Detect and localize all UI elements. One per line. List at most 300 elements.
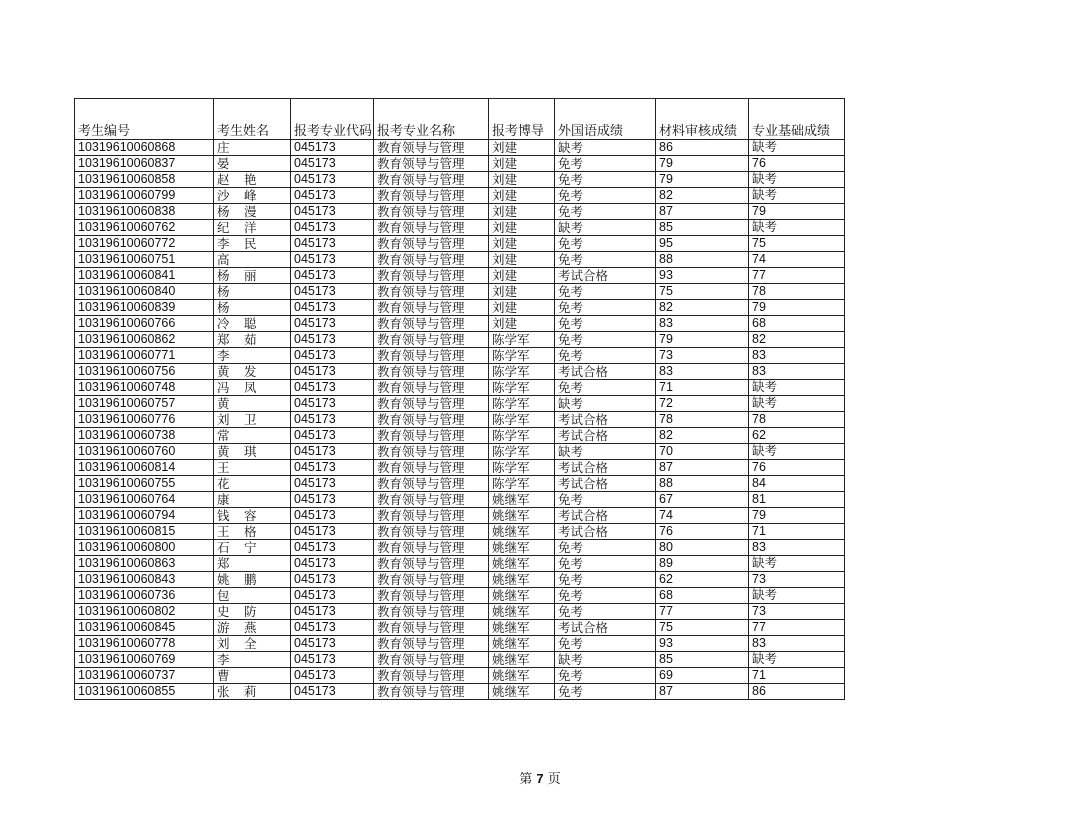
student-name-cell: 高: [214, 252, 291, 268]
table-row: [75, 556, 845, 572]
major-basic-score-cell: 79: [749, 300, 845, 316]
major-code-cell: 045173: [291, 188, 374, 204]
foreign-language-score-cell: 免考: [555, 236, 656, 252]
foreign-language-score-cell: 考试合格: [555, 460, 656, 476]
table-row: [75, 284, 845, 300]
major-code-cell: 045173: [291, 252, 374, 268]
student-name-cell: 赵 艳: [214, 172, 291, 188]
student-name-cell: 游 燕: [214, 620, 291, 636]
major-basic-score-cell: 82: [749, 332, 845, 348]
material-review-score-cell: 73: [656, 348, 749, 364]
student-name-cell: 包: [214, 588, 291, 604]
major-basic-score-cell: 83: [749, 348, 845, 364]
major-basic-score-cell: 77: [749, 268, 845, 284]
table-row: [75, 300, 845, 316]
student-id-cell: 10319610060838: [75, 204, 214, 220]
major-basic-score-cell: 缺考: [749, 172, 845, 188]
table-row: [75, 364, 845, 380]
material-review-score-cell: 80: [656, 540, 749, 556]
student-id-cell: 10319610060738: [75, 428, 214, 444]
major-code-cell: 045173: [291, 508, 374, 524]
student-name-cell: 史 防: [214, 604, 291, 620]
student-id-cell: 10319610060766: [75, 316, 214, 332]
header-cell: 报考专业名称: [374, 99, 489, 140]
foreign-language-score-cell: 免考: [555, 252, 656, 268]
foreign-language-score-cell: 考试合格: [555, 508, 656, 524]
header-cell: 报考博导: [489, 99, 555, 140]
major-name-cell: 教育领导与管理: [374, 172, 489, 188]
advisor-cell: 姚继军: [489, 540, 555, 556]
student-name-cell: 杨 漫: [214, 204, 291, 220]
foreign-language-score-cell: 考试合格: [555, 428, 656, 444]
material-review-score-cell: 86: [656, 140, 749, 156]
major-code-cell: 045173: [291, 668, 374, 684]
student-name-cell: 花: [214, 476, 291, 492]
table-row: [75, 172, 845, 188]
material-review-score-cell: 82: [656, 428, 749, 444]
advisor-cell: 刘建: [489, 316, 555, 332]
advisor-cell: 刘建: [489, 300, 555, 316]
table-row: [75, 412, 845, 428]
material-review-score-cell: 79: [656, 332, 749, 348]
advisor-cell: 姚继军: [489, 684, 555, 700]
student-name-cell: 冷 聪: [214, 316, 291, 332]
advisor-cell: 刘建: [489, 204, 555, 220]
major-code-cell: 045173: [291, 220, 374, 236]
advisor-cell: 陈学军: [489, 444, 555, 460]
student-id-cell: 10319610060764: [75, 492, 214, 508]
student-id-cell: 10319610060771: [75, 348, 214, 364]
major-basic-score-cell: 缺考: [749, 588, 845, 604]
major-basic-score-cell: 83: [749, 540, 845, 556]
student-name-cell: 晏: [214, 156, 291, 172]
header-cell: 材料审核成绩: [656, 99, 749, 140]
table-row: [75, 444, 845, 460]
advisor-cell: 陈学军: [489, 332, 555, 348]
advisor-cell: 刘建: [489, 252, 555, 268]
major-basic-score-cell: 71: [749, 668, 845, 684]
student-id-cell: 10319610060769: [75, 652, 214, 668]
major-code-cell: 045173: [291, 588, 374, 604]
student-id-cell: 10319610060845: [75, 620, 214, 636]
header-cell: 考生姓名: [214, 99, 291, 140]
student-id-cell: 10319610060776: [75, 412, 214, 428]
major-code-cell: 045173: [291, 492, 374, 508]
major-code-cell: 045173: [291, 172, 374, 188]
foreign-language-score-cell: 免考: [555, 684, 656, 700]
header-cell: 报考专业代码: [291, 99, 374, 140]
major-basic-score-cell: 缺考: [749, 556, 845, 572]
student-name-cell: 刘 卫: [214, 412, 291, 428]
major-name-cell: 教育领导与管理: [374, 524, 489, 540]
major-code-cell: 045173: [291, 140, 374, 156]
major-basic-score-cell: 86: [749, 684, 845, 700]
material-review-score-cell: 88: [656, 476, 749, 492]
material-review-score-cell: 62: [656, 572, 749, 588]
student-id-cell: 10319610060799: [75, 188, 214, 204]
student-id-cell: 10319610060755: [75, 476, 214, 492]
major-basic-score-cell: 75: [749, 236, 845, 252]
advisor-cell: 陈学军: [489, 364, 555, 380]
student-id-cell: 10319610060862: [75, 332, 214, 348]
header-cell: 专业基础成绩: [749, 99, 845, 140]
material-review-score-cell: 88: [656, 252, 749, 268]
material-review-score-cell: 82: [656, 300, 749, 316]
foreign-language-score-cell: 免考: [555, 204, 656, 220]
foreign-language-score-cell: 免考: [555, 492, 656, 508]
material-review-score-cell: 87: [656, 460, 749, 476]
major-name-cell: 教育领导与管理: [374, 316, 489, 332]
major-name-cell: 教育领导与管理: [374, 476, 489, 492]
major-code-cell: 045173: [291, 364, 374, 380]
table-row: [75, 380, 845, 396]
student-name-cell: 杨: [214, 300, 291, 316]
major-basic-score-cell: 缺考: [749, 188, 845, 204]
major-name-cell: 教育领导与管理: [374, 204, 489, 220]
page-footer: [0, 768, 1080, 787]
table-row: [75, 588, 845, 604]
advisor-cell: 陈学军: [489, 380, 555, 396]
major-name-cell: 教育领导与管理: [374, 252, 489, 268]
student-id-cell: 10319610060756: [75, 364, 214, 380]
student-id-cell: 10319610060843: [75, 572, 214, 588]
material-review-score-cell: 67: [656, 492, 749, 508]
advisor-cell: 姚继军: [489, 620, 555, 636]
major-basic-score-cell: 缺考: [749, 220, 845, 236]
material-review-score-cell: 79: [656, 156, 749, 172]
foreign-language-score-cell: 考试合格: [555, 476, 656, 492]
material-review-score-cell: 87: [656, 684, 749, 700]
foreign-language-score-cell: 缺考: [555, 140, 656, 156]
foreign-language-score-cell: 考试合格: [555, 620, 656, 636]
major-name-cell: 教育领导与管理: [374, 300, 489, 316]
material-review-score-cell: 85: [656, 652, 749, 668]
advisor-cell: 陈学军: [489, 476, 555, 492]
table-row: [75, 156, 845, 172]
major-code-cell: 045173: [291, 604, 374, 620]
table-row: [75, 220, 845, 236]
foreign-language-score-cell: 免考: [555, 332, 656, 348]
student-id-cell: 10319610060841: [75, 268, 214, 284]
major-code-cell: 045173: [291, 348, 374, 364]
student-id-cell: 10319610060736: [75, 588, 214, 604]
major-name-cell: 教育领导与管理: [374, 460, 489, 476]
student-id-cell: 10319610060814: [75, 460, 214, 476]
advisor-cell: 刘建: [489, 188, 555, 204]
student-id-cell: 10319610060794: [75, 508, 214, 524]
student-name-cell: 王 格: [214, 524, 291, 540]
advisor-cell: 姚继军: [489, 652, 555, 668]
major-basic-score-cell: 76: [749, 460, 845, 476]
header-row: [75, 99, 845, 140]
major-name-cell: 教育领导与管理: [374, 188, 489, 204]
advisor-cell: 刘建: [489, 172, 555, 188]
material-review-score-cell: 71: [656, 380, 749, 396]
foreign-language-score-cell: 免考: [555, 668, 656, 684]
material-review-score-cell: 83: [656, 364, 749, 380]
major-name-cell: 教育领导与管理: [374, 556, 489, 572]
advisor-cell: 刘建: [489, 140, 555, 156]
table-row: [75, 652, 845, 668]
material-review-score-cell: 75: [656, 284, 749, 300]
major-name-cell: 教育领导与管理: [374, 156, 489, 172]
major-basic-score-cell: 79: [749, 508, 845, 524]
student-name-cell: 张 莉: [214, 684, 291, 700]
foreign-language-score-cell: 免考: [555, 556, 656, 572]
student-name-cell: 李 民: [214, 236, 291, 252]
table-row: [75, 268, 845, 284]
advisor-cell: 姚继军: [489, 668, 555, 684]
student-id-cell: 10319610060855: [75, 684, 214, 700]
material-review-score-cell: 70: [656, 444, 749, 460]
student-id-cell: 10319610060863: [75, 556, 214, 572]
major-code-cell: 045173: [291, 444, 374, 460]
advisor-cell: 刘建: [489, 220, 555, 236]
major-code-cell: 045173: [291, 204, 374, 220]
foreign-language-score-cell: 考试合格: [555, 412, 656, 428]
major-basic-score-cell: 缺考: [749, 396, 845, 412]
advisor-cell: 姚继军: [489, 588, 555, 604]
major-basic-score-cell: 缺考: [749, 380, 845, 396]
material-review-score-cell: 69: [656, 668, 749, 684]
major-code-cell: 045173: [291, 380, 374, 396]
advisor-cell: 刘建: [489, 284, 555, 300]
student-name-cell: 李: [214, 348, 291, 364]
major-basic-score-cell: 71: [749, 524, 845, 540]
major-basic-score-cell: 81: [749, 492, 845, 508]
major-basic-score-cell: 79: [749, 204, 845, 220]
major-basic-score-cell: 78: [749, 284, 845, 300]
major-code-cell: 045173: [291, 460, 374, 476]
student-name-cell: 黄 琪: [214, 444, 291, 460]
major-name-cell: 教育领导与管理: [374, 396, 489, 412]
major-basic-score-cell: 73: [749, 604, 845, 620]
major-code-cell: 045173: [291, 396, 374, 412]
major-code-cell: 045173: [291, 476, 374, 492]
table-row: [75, 236, 845, 252]
foreign-language-score-cell: 免考: [555, 636, 656, 652]
student-id-cell: 10319610060800: [75, 540, 214, 556]
major-basic-score-cell: 缺考: [749, 652, 845, 668]
advisor-cell: 姚继军: [489, 636, 555, 652]
score-table: [74, 98, 845, 700]
table-row: [75, 684, 845, 700]
major-code-cell: 045173: [291, 316, 374, 332]
table-row: [75, 636, 845, 652]
advisor-cell: 姚继军: [489, 572, 555, 588]
table-row: [75, 140, 845, 156]
student-id-cell: 10319610060858: [75, 172, 214, 188]
table-body: [75, 140, 845, 700]
foreign-language-score-cell: 免考: [555, 380, 656, 396]
major-name-cell: 教育领导与管理: [374, 636, 489, 652]
foreign-language-score-cell: 缺考: [555, 396, 656, 412]
foreign-language-score-cell: 免考: [555, 156, 656, 172]
student-name-cell: 刘 全: [214, 636, 291, 652]
major-code-cell: 045173: [291, 332, 374, 348]
advisor-cell: 姚继军: [489, 604, 555, 620]
student-name-cell: 姚 鹏: [214, 572, 291, 588]
advisor-cell: 刘建: [489, 268, 555, 284]
material-review-score-cell: 76: [656, 524, 749, 540]
major-name-cell: 教育领导与管理: [374, 332, 489, 348]
major-basic-score-cell: 缺考: [749, 140, 845, 156]
major-name-cell: 教育领导与管理: [374, 412, 489, 428]
major-basic-score-cell: 78: [749, 412, 845, 428]
major-name-cell: 教育领导与管理: [374, 428, 489, 444]
major-code-cell: 045173: [291, 652, 374, 668]
header-cell: 考生编号: [75, 99, 214, 140]
student-name-cell: 石 宁: [214, 540, 291, 556]
major-code-cell: 045173: [291, 620, 374, 636]
foreign-language-score-cell: 免考: [555, 348, 656, 364]
student-id-cell: 10319610060868: [75, 140, 214, 156]
advisor-cell: 刘建: [489, 236, 555, 252]
page-number: 7: [536, 771, 544, 786]
student-id-cell: 10319610060815: [75, 524, 214, 540]
foreign-language-score-cell: 免考: [555, 188, 656, 204]
major-name-cell: 教育领导与管理: [374, 284, 489, 300]
foreign-language-score-cell: 缺考: [555, 444, 656, 460]
student-name-cell: 黄: [214, 396, 291, 412]
material-review-score-cell: 78: [656, 412, 749, 428]
major-code-cell: 045173: [291, 268, 374, 284]
major-basic-score-cell: 62: [749, 428, 845, 444]
table-row: [75, 188, 845, 204]
table-row: [75, 204, 845, 220]
student-id-cell: 10319610060772: [75, 236, 214, 252]
advisor-cell: 姚继军: [489, 508, 555, 524]
major-code-cell: 045173: [291, 524, 374, 540]
student-name-cell: 钱 容: [214, 508, 291, 524]
material-review-score-cell: 89: [656, 556, 749, 572]
student-name-cell: 常: [214, 428, 291, 444]
advisor-cell: 姚继军: [489, 492, 555, 508]
foreign-language-score-cell: 免考: [555, 540, 656, 556]
table-row: [75, 428, 845, 444]
major-name-cell: 教育领导与管理: [374, 380, 489, 396]
material-review-score-cell: 72: [656, 396, 749, 412]
major-name-cell: 教育领导与管理: [374, 268, 489, 284]
student-name-cell: 杨: [214, 284, 291, 300]
material-review-score-cell: 68: [656, 588, 749, 604]
student-id-cell: 10319610060837: [75, 156, 214, 172]
student-name-cell: 冯 凤: [214, 380, 291, 396]
student-name-cell: 黄 发: [214, 364, 291, 380]
student-id-cell: 10319610060757: [75, 396, 214, 412]
major-name-cell: 教育领导与管理: [374, 620, 489, 636]
major-code-cell: 045173: [291, 156, 374, 172]
major-name-cell: 教育领导与管理: [374, 140, 489, 156]
major-name-cell: 教育领导与管理: [374, 508, 489, 524]
table-row: [75, 396, 845, 412]
table-row: [75, 604, 845, 620]
major-basic-score-cell: 83: [749, 636, 845, 652]
footer-prefix: 第: [519, 772, 533, 787]
table-row: [75, 492, 845, 508]
material-review-score-cell: 93: [656, 636, 749, 652]
major-name-cell: 教育领导与管理: [374, 604, 489, 620]
major-code-cell: 045173: [291, 300, 374, 316]
major-code-cell: 045173: [291, 556, 374, 572]
table-row: [75, 668, 845, 684]
student-id-cell: 10319610060751: [75, 252, 214, 268]
material-review-score-cell: 95: [656, 236, 749, 252]
foreign-language-score-cell: 免考: [555, 316, 656, 332]
foreign-language-score-cell: 免考: [555, 300, 656, 316]
foreign-language-score-cell: 免考: [555, 588, 656, 604]
student-name-cell: 郑: [214, 556, 291, 572]
major-name-cell: 教育领导与管理: [374, 364, 489, 380]
student-id-cell: 10319610060839: [75, 300, 214, 316]
major-code-cell: 045173: [291, 540, 374, 556]
table-row: [75, 508, 845, 524]
student-name-cell: 曹: [214, 668, 291, 684]
major-code-cell: 045173: [291, 284, 374, 300]
advisor-cell: 陈学军: [489, 396, 555, 412]
table-row: [75, 540, 845, 556]
major-name-cell: 教育领导与管理: [374, 668, 489, 684]
major-code-cell: 045173: [291, 572, 374, 588]
student-name-cell: 杨 丽: [214, 268, 291, 284]
table-row: [75, 572, 845, 588]
student-name-cell: 沙 峰: [214, 188, 291, 204]
advisor-cell: 陈学军: [489, 348, 555, 364]
major-basic-score-cell: 73: [749, 572, 845, 588]
major-code-cell: 045173: [291, 636, 374, 652]
advisor-cell: 陈学军: [489, 460, 555, 476]
advisor-cell: 姚继军: [489, 524, 555, 540]
student-id-cell: 10319610060762: [75, 220, 214, 236]
major-code-cell: 045173: [291, 684, 374, 700]
major-basic-score-cell: 74: [749, 252, 845, 268]
major-basic-score-cell: 83: [749, 364, 845, 380]
advisor-cell: 刘建: [489, 156, 555, 172]
major-code-cell: 045173: [291, 412, 374, 428]
advisor-cell: 陈学军: [489, 412, 555, 428]
material-review-score-cell: 74: [656, 508, 749, 524]
table-row: [75, 460, 845, 476]
student-name-cell: 纪 洋: [214, 220, 291, 236]
major-code-cell: 045173: [291, 236, 374, 252]
student-id-cell: 10319610060748: [75, 380, 214, 396]
foreign-language-score-cell: 缺考: [555, 652, 656, 668]
table-row: [75, 524, 845, 540]
student-id-cell: 10319610060802: [75, 604, 214, 620]
footer-suffix: 页: [547, 772, 561, 787]
table-row: [75, 316, 845, 332]
foreign-language-score-cell: 缺考: [555, 220, 656, 236]
student-name-cell: 王: [214, 460, 291, 476]
student-id-cell: 10319610060737: [75, 668, 214, 684]
material-review-score-cell: 79: [656, 172, 749, 188]
material-review-score-cell: 77: [656, 604, 749, 620]
foreign-language-score-cell: 免考: [555, 284, 656, 300]
major-name-cell: 教育领导与管理: [374, 236, 489, 252]
major-basic-score-cell: 77: [749, 620, 845, 636]
student-name-cell: 康: [214, 492, 291, 508]
major-name-cell: 教育领导与管理: [374, 540, 489, 556]
foreign-language-score-cell: 免考: [555, 172, 656, 188]
major-basic-score-cell: 76: [749, 156, 845, 172]
foreign-language-score-cell: 考试合格: [555, 524, 656, 540]
major-basic-score-cell: 68: [749, 316, 845, 332]
table-row: [75, 332, 845, 348]
major-name-cell: 教育领导与管理: [374, 652, 489, 668]
table-row: [75, 252, 845, 268]
foreign-language-score-cell: 免考: [555, 604, 656, 620]
student-id-cell: 10319610060760: [75, 444, 214, 460]
